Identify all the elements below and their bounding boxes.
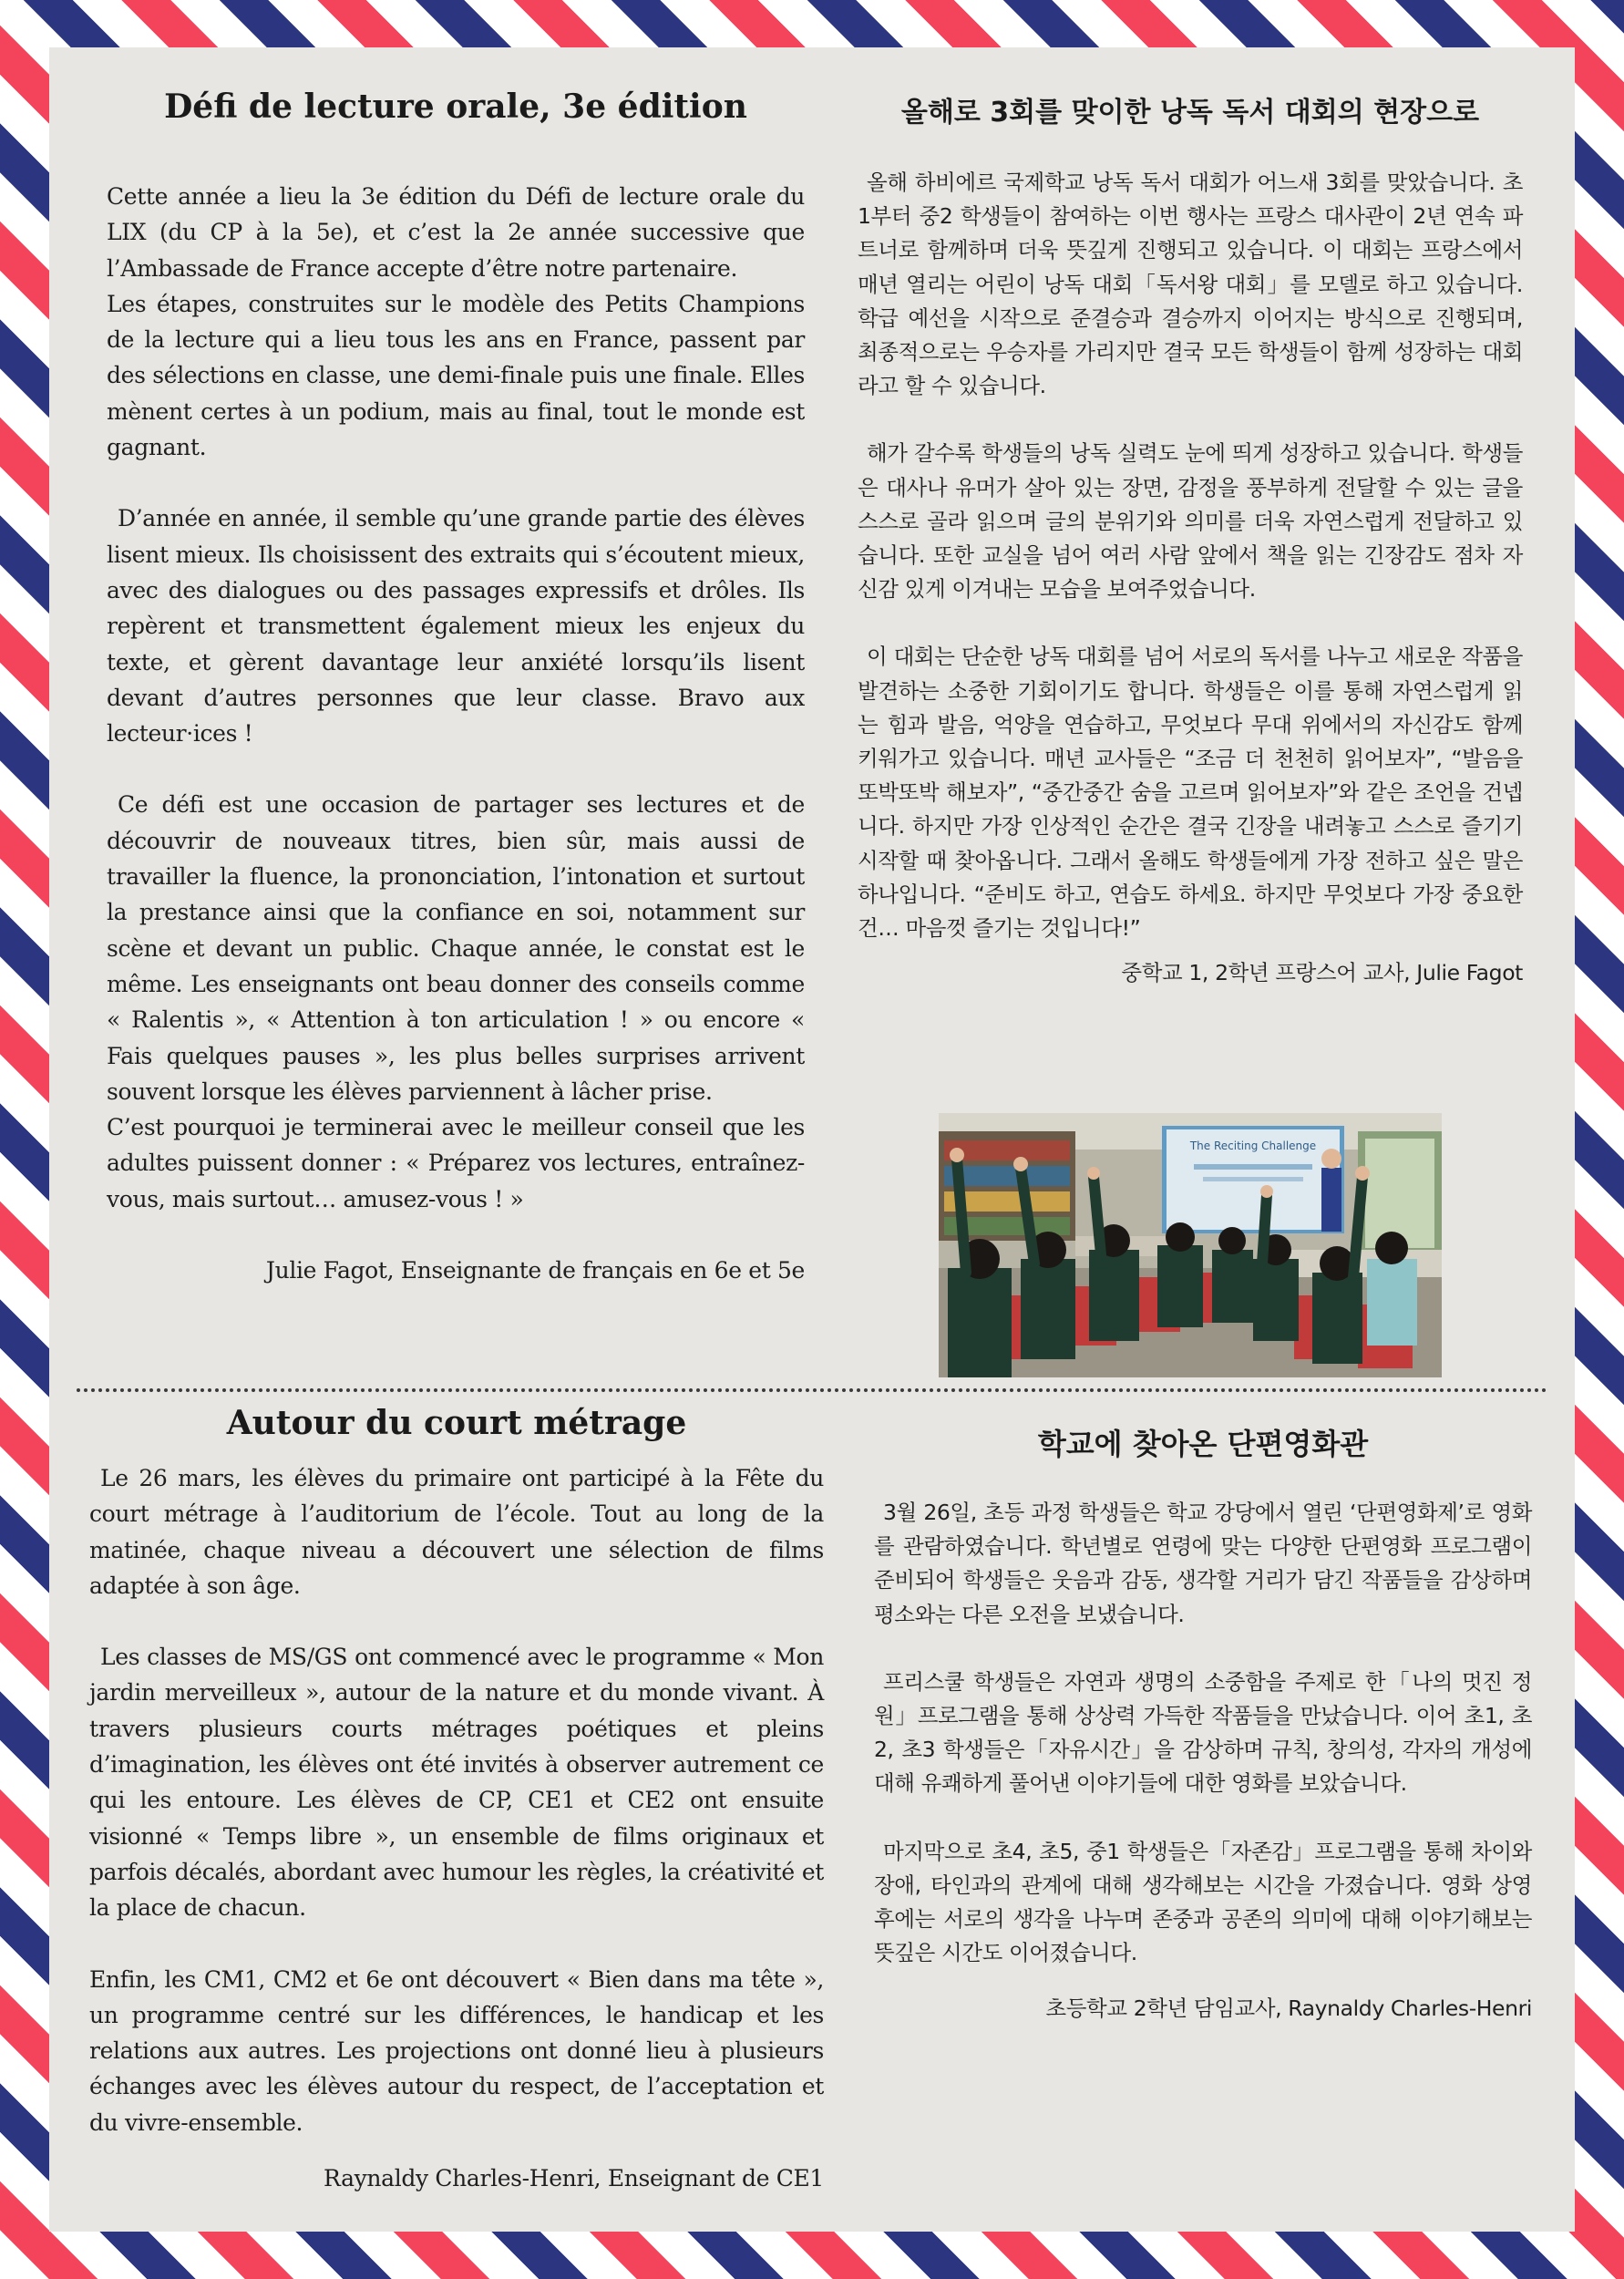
paragraph: Les étapes, construites sur le modèle des Petits Champions de la lecture qui a lieu tous les ans en France, passent par des sélections en classe, une demi-finale puis une finale. Elles mènent certes à un podium, mais au final, tout le monde est gagnant.: [107, 290, 805, 461]
newsletter-page: [49, 47, 1575, 2232]
article-reading-challenge-fr: [107, 84, 805, 1288]
article-short-film-fr: [89, 1400, 824, 2196]
paragraph: Cette année a lieu la 3e édition du Défi de lecture orale du LIX (du CP à la 5e), et c’est la 2e année successive que l’Ambassade de France accepte d’être notre partenaire.: [107, 183, 805, 282]
paragraph: C’est pourquoi je terminerai avec le meilleur conseil que les adultes puissent donner : « Préparez vos lectures, entraînez-vous, mais surtout… amusez-vous ! »: [107, 1114, 805, 1212]
paragraph: 해가 갈수록 학생들의 낭독 실력도 눈에 띄게 성장하고 있습니다. 학생들은 대사나 유머가 살아 있는 장면, 감정을 풍부하게 전달할 수 있는 글을 스스로 골라 읽으며 글의 분위기와 의미를 더욱 자연스럽게 전달하고 있습니다. 또한 교실을 넘어 여러 사람 앞에서 책을 읽는 긴장감도 점차 자신감 있게 이겨내는 모습을 보여주었습니다.: [858, 440, 1523, 603]
article-reading-challenge-ko: [858, 93, 1523, 990]
signature: Raynaldy Charles-Henri, Enseignant de CE1: [324, 2165, 824, 2192]
paragraph: Enfin, les CM1, CM2 et 6e ont découvert « Bien dans ma tête », un programme centré sur les différences, le handicap et les relations aux autres. Les projections ont donné lieu à plusieurs échanges avec les élèves autour du respect, de l’acceptation et du vivre-ensemble.: [89, 1965, 824, 2136]
section-divider: [77, 1388, 1547, 1392]
screen-title: The Reciting Challenge: [1189, 1140, 1317, 1152]
paragraph: 마지막으로 초4, 초5, 중1 학생들은「자존감」프로그램을 통해 차이와 장애, 타인과의 관계에 대해 생각해보는 시간을 가졌습니다. 영화 상영 후에는 서로의 생각을 나누며 존중과 공존의 의미에 대해 이야기해보는 뜻깊은 시간도 이어졌습니다.: [874, 1838, 1532, 1966]
signature: 초등학교 2학년 담임교사, Raynaldy Charles-Henri: [1045, 1995, 1532, 2022]
paragraph: Le 26 mars, les élèves du primaire ont participé à la Fête du court métrage à l’auditorium de l’école. Tout au long de la matinée, chaque niveau a découvert une sélection de films adaptée à son âge.: [89, 1465, 824, 1599]
signature: Julie Fagot, Enseignante de français en 6e et 5e: [265, 1257, 805, 1284]
signature: 중학교 1, 2학년 프랑스어 교사, Julie Fagot: [1121, 960, 1523, 986]
paragraph: Les classes de MS/GS ont commencé avec le programme « Mon jardin merveilleux », autour de la nature et du monde vivant. À travers plusieurs courts métrages poétiques et pleins d’imagination, les élèves ont été invités à observer autrement ce qui les entoure. Les élèves de CP, CE1 et CE2 ont ensuite visionné « Temps libre », un ensemble de films originaux et parfois décalés, abordant avec humour les règles, la créativité et la place de chacun.: [89, 1644, 824, 1922]
classroom-photo: [939, 1113, 1442, 1377]
article-title: Défi de lecture orale, 3e édition: [164, 88, 747, 126]
paragraph: 이 대회는 단순한 낭독 대회를 넘어 서로의 독서를 나누고 새로운 작품을 발견하는 소중한 기회이기도 합니다. 학생들은 이를 통해 자연스럽게 읽는 힘과 발음, 억양을 연습하고, 무엇보다 무대 위에서의 자신감도 함께 키워가고 있습니다. 매년 교사들은 “조금 더 천천히 읽어보자”, “발음을 또박또박 해보자”, “중간중간 숨을 고르며 읽어보자”와 같은 조언을 건넵니다. 하지만 가장 인상적인 순간은 결국 긴장을 내려놓고 스스로 즐기기 시작할 때 찾아옵니다. 그래서 올해도 학생들에게 가장 전하고 싶은 말은 하나입니다. “준비도 하고, 연습도 하세요. 하지만 무엇보다 가장 중요한 건… 마음껏 즐기는 것입니다!”: [858, 644, 1523, 942]
article-title: 올해로 3회를 맞이한 낭독 독서 대회의 현장으로: [900, 97, 1480, 129]
paragraph: 프리스쿨 학생들은 자연과 생명의 소중함을 주제로 한「나의 멋진 정원」프로그램을 통해 상상력 가득한 작품들을 만났습니다. 이어 초1, 초2, 초3 학생들은「자유시간」을 감상하며 규칙, 창의성, 각자의 개성에 대해 유쾌하게 풀어낸 이야기들에 대한 영화를 보았습니다.: [874, 1668, 1532, 1797]
paragraph: 3월 26일, 초등 과정 학생들은 학교 강당에서 열린 ‘단편영화제’로 영화를 관람하였습니다. 학년별로 연령에 맞는 다양한 단편영화 프로그램이 준비되어 학생들은 웃음과 감동, 생각할 거리가 담긴 작품들을 감상하며 평소와는 다른 오전을 보냈습니다.: [874, 1500, 1532, 1627]
paragraph: D’année en année, il semble qu’une grande partie des élèves lisent mieux. Ils choisissent des extraits qui s’écoutent mieux, avec des dialogues ou des passages expressifs et drôles. Ils repèrent et transmettent également mieux les enjeux du texte, et gèrent davantage leur anxiété lorsqu’ils lisent devant d’autres personnes que leur classe. Bravo aux lecteur·ices !: [107, 505, 805, 748]
article-short-film-ko: [874, 1423, 1532, 2026]
paragraph: Ce défi est une occasion de partager ses lectures et de découvrir de nouveaux titres, bien sûr, mais aussi de travailler la fluence, la prononciation, l’intonation et surtout la prestance ainsi que la confiance en soi, notamment sur scène et devant un public. Chaque année, le constat est le même. Les enseignants ont beau donner des conseils comme « Ralentis », « Attention à ton articulation ! » ou encore « Fais quelques pauses », les plus belles surprises arrivent souvent lorsque les élèves parviennent à lâcher prise.: [107, 791, 805, 1105]
paragraph: 올해 하비에르 국제학교 낭독 독서 대회가 어느새 3회를 맞았습니다. 초1부터 중2 학생들이 참여하는 이번 행사는 프랑스 대사관이 2년 연속 파트너로 함께하며 더욱 뜻깊게 진행되고 있습니다. 이 대회는 프랑스에서 매년 열리는 어린이 낭독 대회「독서왕 대회」를 모델로 하고 있습니다. 학급 예선을 시작으로 준결승과 결승까지 이어지는 방식으로 진행되며, 최종적으로는 우승자를 가리지만 결국 모든 학생들이 함께 성장하는 대회라고 할 수 있습니다.: [858, 170, 1523, 399]
article-title: 학교에 찾아온 단편영화관: [1037, 1427, 1369, 1461]
article-title: Autour du court métrage: [226, 1404, 687, 1442]
